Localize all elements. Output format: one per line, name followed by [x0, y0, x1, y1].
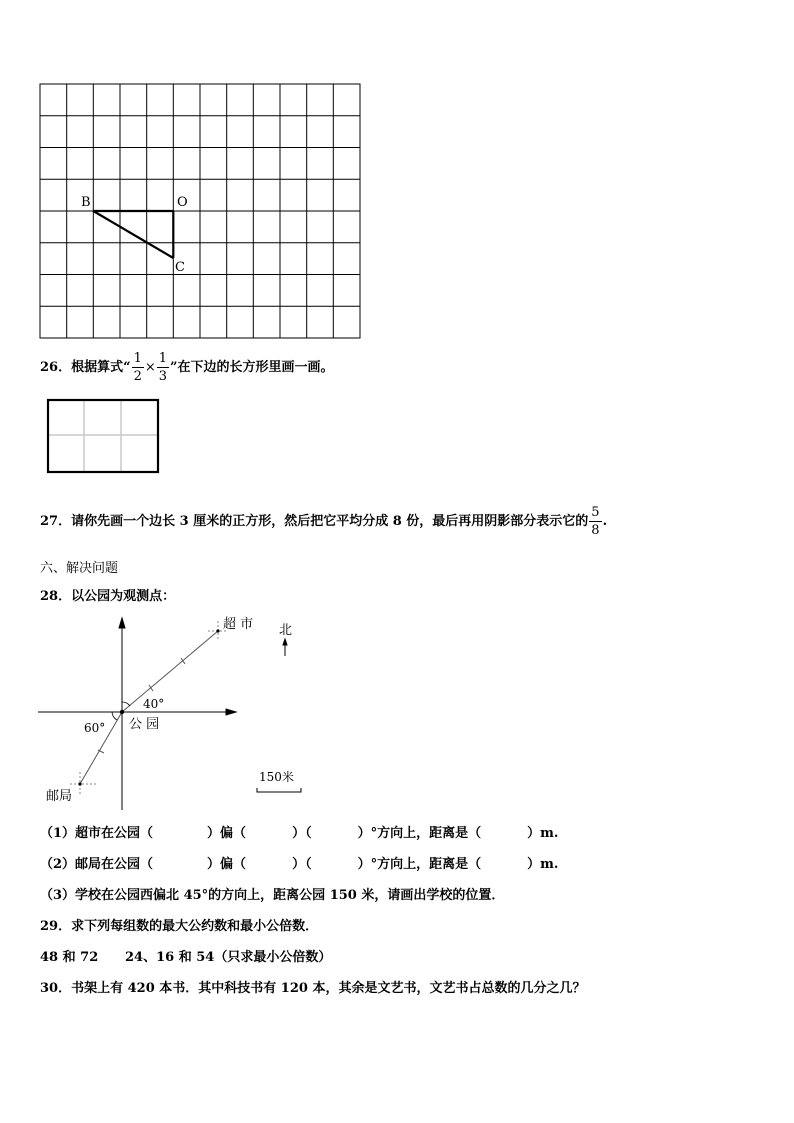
sub-1-text-a: （1）超市在公园（ — [40, 826, 154, 841]
sub-1-text-d: ）°方向上，距离是（ — [357, 826, 482, 841]
times-sign: × — [144, 360, 156, 375]
park-label: 公 园 — [129, 717, 160, 732]
fraction-five-eighths — [589, 506, 601, 537]
supermarket-label: 超 市 — [223, 617, 254, 632]
question-30: 30．书架上有 420 本书．其中科技书有 120 本，其余是文艺书，文艺书占总数的几分之几？ — [40, 981, 586, 996]
park-point — [120, 710, 124, 714]
question-28-sub-1 — [40, 822, 558, 841]
post-office-point — [78, 782, 81, 785]
park-to-supermarket-line — [122, 631, 218, 712]
post-office-label: 邮局 — [46, 789, 73, 804]
grid-lines — [40, 84, 360, 338]
question-28-text: 以公园为观测点： — [71, 589, 176, 604]
question-29: 29．求下列每组数的最大公约数和最小公倍数． — [40, 919, 319, 934]
fraction-one-half — [132, 352, 144, 383]
question-27-text: 请你先画一个边长 3 厘米的正方形，然后把它平均分成 8 份，最后再用阴影部分表示它的 — [71, 514, 589, 529]
fraction-numerator: 5 — [591, 505, 600, 520]
axis-arrow-up — [119, 618, 125, 628]
supermarket-point — [216, 629, 219, 632]
question-26 — [40, 352, 334, 383]
question-29-item-2: 24、16 和 54（只求最小公倍数） — [125, 950, 332, 965]
question-26-prefix: 根据算式“ — [71, 360, 131, 375]
question-26-number: 26． — [40, 360, 72, 375]
fraction-denominator: 8 — [591, 523, 600, 538]
sub-2-text-a: （2）邮局在公园（ — [40, 857, 154, 872]
grid-figure — [38, 82, 364, 342]
triangle-boc — [93, 211, 173, 258]
fraction-one-third — [157, 352, 169, 383]
question-28-sub-2 — [40, 853, 558, 872]
sub-2-text-e: ）m. — [527, 857, 559, 872]
angle-arc-40 — [122, 702, 130, 706]
point-b-label: B — [81, 195, 91, 210]
fraction-numerator: 1 — [158, 351, 168, 366]
axis-arrow-right — [226, 709, 236, 715]
question-27 — [40, 506, 607, 537]
fraction-denominator: 3 — [158, 369, 168, 384]
direction-map — [36, 610, 316, 810]
point-c-label: C — [175, 260, 185, 275]
section-title: 六、解决问题 — [40, 561, 119, 576]
question-28-sub-3: （3）学校在公园西偏北 45°的方向上，距离公园 150 米，请画出学校的位置． — [40, 888, 505, 903]
sub-2-text-b: ）偏（ — [207, 857, 247, 872]
question-28 — [40, 585, 175, 604]
angle-arc-60 — [112, 712, 117, 720]
angle-60-label: 60° — [84, 721, 106, 735]
drawing-rectangle[interactable] — [46, 398, 160, 474]
scale-label: 150米 — [259, 770, 294, 784]
fraction-numerator: 1 — [133, 351, 142, 366]
question-27-end: . — [602, 514, 608, 529]
angle-40-label: 40° — [143, 697, 165, 711]
sub-1-text-e: ）m. — [527, 826, 559, 841]
north-arrow-icon — [283, 639, 287, 656]
sub-1-text-b: ）偏（ — [207, 826, 247, 841]
question-29-item-1: 48 和 72 — [40, 950, 99, 965]
fraction-denominator: 2 — [133, 369, 142, 384]
point-o-label: O — [177, 195, 188, 210]
question-27-number: 27． — [40, 514, 72, 529]
sub-2-text-d: ）°方向上，距离是（ — [357, 857, 482, 872]
north-label: 北 — [279, 623, 293, 638]
question-26-suffix: ”在下边的长方形里画一画。 — [170, 360, 334, 375]
question-28-number: 28． — [40, 589, 72, 604]
sub-2-text-c: ）（ — [292, 857, 312, 872]
scale-bar — [257, 788, 301, 792]
sub-1-text-c: ）（ — [292, 826, 312, 841]
